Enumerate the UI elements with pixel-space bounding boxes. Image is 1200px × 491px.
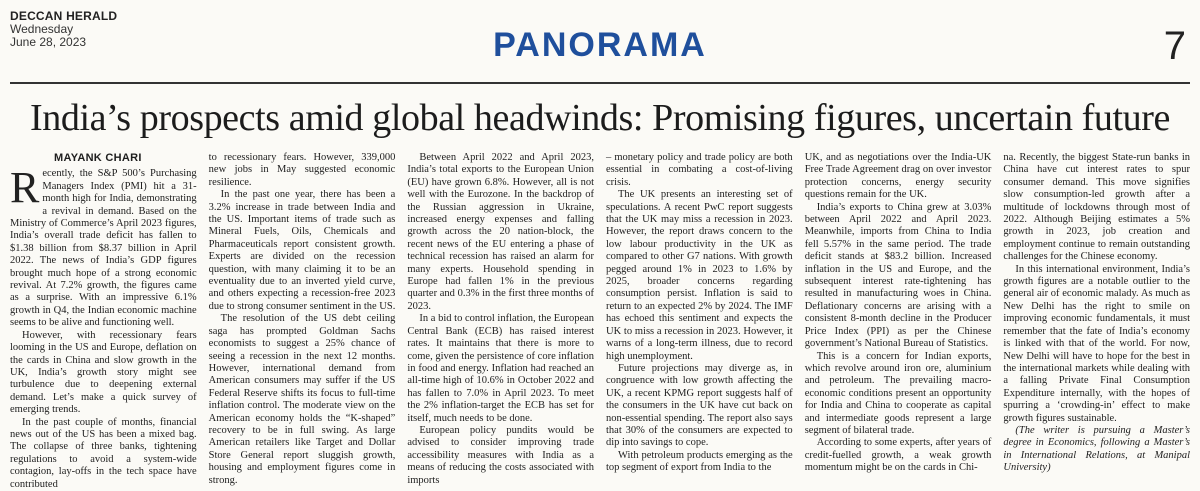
article-paragraph: According to some experts, after years of credit-fuelled growth, a weak growth momentum might be on the cards in Chi- bbox=[804, 437, 992, 474]
weekday: Wednesday bbox=[10, 22, 74, 36]
article-column-6 bbox=[1003, 152, 1190, 478]
article-paragraph: UK, and as negotiations over the India-UK Free Trade Agreement drag on over investor protection concerns, energy security questions remain for the UK. bbox=[804, 152, 992, 201]
article-paragraph: to recessionary fears. However, 339,000 new jobs in May suggested economic resilience. bbox=[208, 152, 396, 188]
article-paragraph: In the past one year, there has been a 3.2% increase in trade between India and the US. Important items of trade such as Mineral Fuels, Oils, Chemicals and Pharmaceuticals report consistent growth. Experts are divided on the recession question, with many claiming it to be an eventuality due to an inverted yield curve, and others expecting a recession-free 2023 due to strong consumer sentiment in the US. bbox=[208, 189, 396, 312]
drop-cap: R bbox=[10, 163, 40, 213]
byline: MAYANK CHARI bbox=[54, 152, 142, 164]
article-paragraph: Between April 2022 and April 2023, India’s total exports to the European Union (EU) have grown 6.8%. However, all is not well with the Eurozone. In the backdrop of the Russian aggression in Ukraine, increased energy expenses and falling growth across the 20 nation-block, the recent news of the EU entering a phase of technical recession has raised an alarm for many experts. Household spending in Europe had fallen 1% in the previous quarter and 0.3% in the first three months of 2023. bbox=[407, 152, 595, 312]
article-paragraph: In this international environment, India’s growth figures are a notable outlier to the general air of economic malady. As much as New Delhi has the right to smile on improving economic fundamentals, it must remember that the fate of India’s economy is linked with that of the world. For now, New Delhi will have to hope for the best in the international markets while dealing with a falling Private Final Consumption Expenditure internally, with the hopes of spurring a ‘crowding-in’ effect to make growth figures sustainable. bbox=[1003, 263, 1191, 424]
article-column-5 bbox=[805, 152, 992, 478]
article-paragraph: With petroleum products emerging as the top segment of export from India to the bbox=[606, 449, 793, 474]
article-paragraph: The resolution of the US debt ceiling saga has prompted Goldman Sachs economists to suggest a 25% chance of seeing a recession in the next 12 months. However, international demand from American consumers may suffer if the US Federal Reserve shifts its focus to full-time inflation control. The moderate view on the American economy holds the “K-shaped” recovery to be in full swing. As large American retailers like Target and Dollar Store General report sluggish growth, housing and employment figures come in strong. bbox=[208, 313, 396, 486]
article-body bbox=[10, 152, 1191, 490]
author-note: (The writer is pursuing a Master’s degree in Economics, following a Master’s in International Relations, at Manipal University) bbox=[1003, 424, 1191, 474]
article-paragraph: The UK presents an interesting set of speculations. A recent PwC report suggests that the UK may miss a recession in 2023. However, the report draws concern to the low labour productivity in the UK as compared to other G7 nations. With growth pegged around 1% in 2023 to 1.6% by 2025, broader concerns regarding consumption persist. Inflation is said to return to an expected 2% by 2024. The IMF has echoed this sentiment and expects the UK to miss a recession in 2023. However, it warns of a long-term illness, due to record high unemployment. bbox=[606, 189, 793, 362]
article-paragraph: Future projections may diverge as, in congruence with low growth affecting the UK, a recent KPMG report suggests half of the consumers in the UK have cut back on non-essential spending. The report also says that 30% of the consumers are expected to dip into savings to cope. bbox=[606, 362, 793, 449]
article-paragraph: In a bid to control inflation, the European Central Bank (ECB) has raised interest rates. It maintains that there is more to come, given the persistence of core inflation in food and energy. Inflation had reached an all-time high of 10.6% in October 2022 and has fallen to 7.0% in April 2023. To meet the 2% inflation-target the ECB has set for itself, much needs to be done. bbox=[407, 313, 595, 424]
newspaper-name: DECCAN HERALD bbox=[10, 9, 118, 23]
header-rule bbox=[10, 82, 1190, 84]
section-title: PANORAMA bbox=[493, 26, 707, 64]
article-paragraph: This is a concern for Indian exports, which revolve around iron ore, aluminium and petroleum. The prevailing macro-economic conditions present an opportunity for India and China to cooperate as capital and intermediate goods represent a large segment of bilateral trade. bbox=[804, 350, 992, 436]
article-paragraph: However, with recessionary fears looming in the US and Europe, deflation on the cards in China and slow growth in the UK, India’s growth story might see turbulence due to deepening external demand. Let’s make a quick survey of emerging trends. bbox=[10, 329, 197, 416]
article-paragraph: na. Recently, the biggest State-run banks in China have cut interest rates to spur consumer demand. This move signifies slow consumption-led growth after a multitude of lockdowns through most of 2022. Although Beijing estimates a 5% growth in 2023, job creation and employment continue to remain outstanding challenges for the Chinese economy. bbox=[1003, 152, 1191, 263]
article-column-3 bbox=[407, 152, 595, 486]
article-headline: India’s prospects amid global headwinds: Promising figures, uncertain future bbox=[30, 97, 1170, 139]
publication-date: June 28, 2023 bbox=[10, 35, 87, 49]
page-number: 7 bbox=[1163, 24, 1186, 68]
article-paragraph: In the past couple of months, financial news out of the US has been a mixed bag. The collapse of three banks, tightening regulations to avoid a system-wide contagion, lay-offs in the tech space have contributed bbox=[10, 416, 197, 490]
article-column-4 bbox=[606, 152, 793, 478]
article-paragraph: India’s exports to China grew at 3.03% between April 2022 and April 2023. Meanwhile, imports from China to India fell 5.57% in the same period. The trade deficit stands at $83.2 billion. Increased inflation in the US and Europe, and the subsequent interest rate-tightening has resulted in manufacturing woes in China. Deflationary concerns are arising with a consistent 8-month decline in the Producer Price Index (PPI) as per the Chinese government’s National Bureau of Statistics. bbox=[804, 201, 992, 350]
article-paragraph: Recently, the S&P 500’s Purchasing Managers Index (PMI) hit a 31-month high for India, demonstrating a revival in demand. Based on the Ministry of Commerce’s April 2023 figures, India’s overall trade deficit has fallen to $1.38 billion from $8.37 billion in April 2022. The news of India’s GDP figures brought much hope of a strong economic revival. At 7.2% growth, the figures came as a surprise. With an impressive 6.1% growth in Q4, the Indian economic machine seems to be alive and functioning well. bbox=[10, 163, 197, 329]
article-column-2 bbox=[208, 152, 396, 486]
article-column-1 bbox=[10, 152, 197, 490]
article-paragraph: European policy pundits would be advised to consider improving trade accessibility measures with India as a means of reducing the costs associated with imports bbox=[407, 424, 595, 486]
article-paragraph: – monetary policy and trade policy are both essential in combating a cost-of-living crisis. bbox=[606, 152, 793, 188]
